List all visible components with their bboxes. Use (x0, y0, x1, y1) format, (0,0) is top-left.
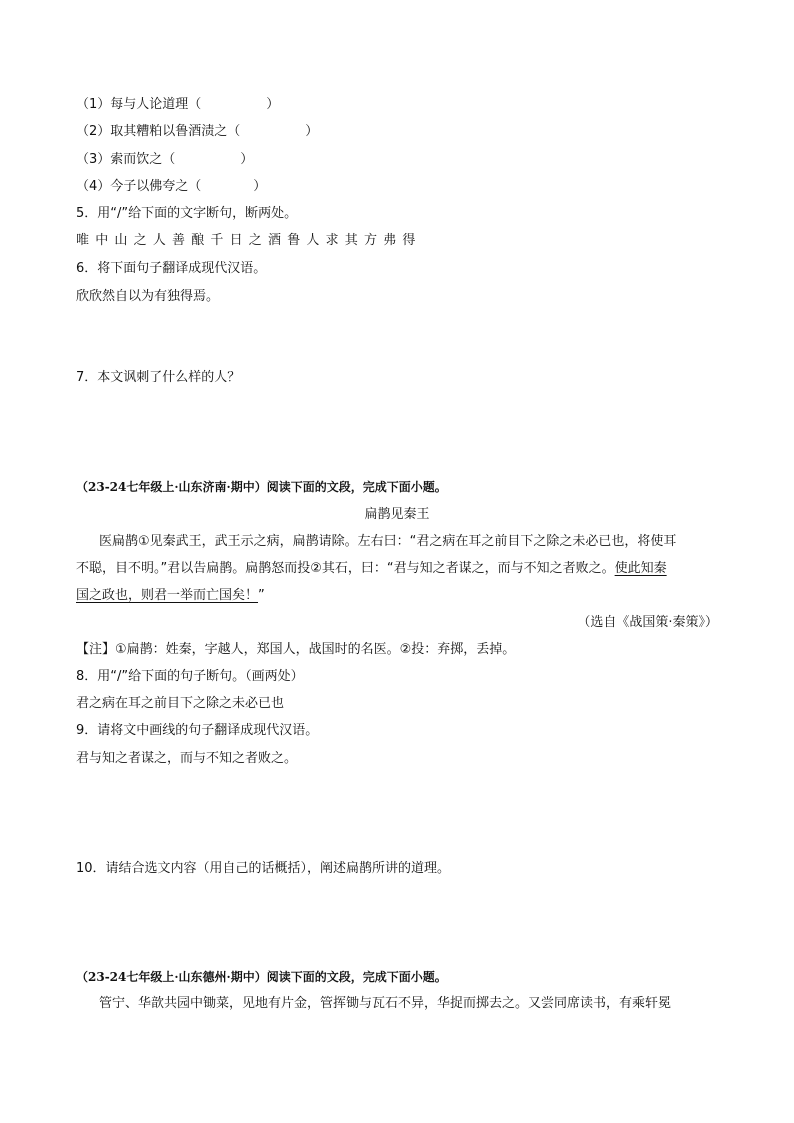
passage2-line-2-underlined: 使此知秦 (614, 561, 667, 576)
passage2-header: （23-24七年级上·山东济南·期中）阅读下面的文段，完成下面小题。 (76, 480, 447, 494)
q6-prompt: 6．将下面句子翻译成现代汉语。 (76, 261, 267, 276)
q10-prompt: 10．请结合选文内容（用自己的话概括），阐述扁鹊所讲的道理。 (76, 861, 451, 876)
q8-prompt: 8．用“/”给下面的句子断句。（画两处） (76, 669, 304, 684)
passage2-line-2-plain: 不聪，目不明。”君以告扁鹊。扁鹊怒而投②其石，曰：“君与知之者谋之，而与不知之者败之。 (76, 561, 615, 576)
q4-item-4: （4）今子以佛夸之（ ） (76, 179, 267, 194)
q7-prompt: 7．本文讽刺了什么样的人？ (76, 370, 241, 385)
q9-prompt: 9．请将文中画线的句子翻译成现代汉语。 (76, 723, 319, 738)
passage2-line-1: 医扁鹊①见秦武王，武王示之病，扁鹊请除。左右曰：“君之病在耳之前目下之除之未必已也，将使耳 (99, 534, 677, 549)
passage3-line-1: 管宁、华歆共园中锄菜，见地有片金，管挥锄与瓦石不异，华捉而掷去之。又尝同席读书，有乘轩冕 (99, 996, 672, 1011)
passage2-note: 【注】①扁鹊：姓秦，字越人，郑国人，战国时的名医。②投：弃掷，丢掉。 (76, 642, 516, 657)
q4-item-2: （2）取其糟粕以鲁酒渍之（ ） (76, 124, 319, 139)
q4-item-1: （1）每与人论道理（ ） (76, 97, 280, 112)
q4-item-3: （3）索而饮之（ ） (76, 152, 254, 167)
q6-text: 欣欣然自以为有独得焉。 (76, 289, 220, 304)
passage3-header: （23-24七年级上·山东德州·期中）阅读下面的文段，完成下面小题。 (76, 970, 447, 984)
passage2-title: 扁鹊见秦王 (364, 507, 430, 522)
passage2-line-3 (76, 587, 265, 605)
q5-prompt: 5．用“/”给下面的文字断句，断两处。 (76, 206, 298, 221)
q9-text: 君与知之者谋之，而与不知之者败之。 (76, 751, 298, 766)
passage2-line-3-underlined: 国之政也，则君一举而亡国矣！ (76, 588, 259, 603)
passage2-line-3-plain: ” (258, 588, 265, 603)
passage2-source: （选自《战国策·秦策》） (577, 615, 718, 630)
passage2-line-2 (76, 560, 667, 578)
q5-text: 唯中山之人善酿千日之酒鲁人求其方弗得 (76, 233, 422, 248)
q8-text: 君之病在耳之前目下之除之未必已也 (76, 696, 285, 711)
